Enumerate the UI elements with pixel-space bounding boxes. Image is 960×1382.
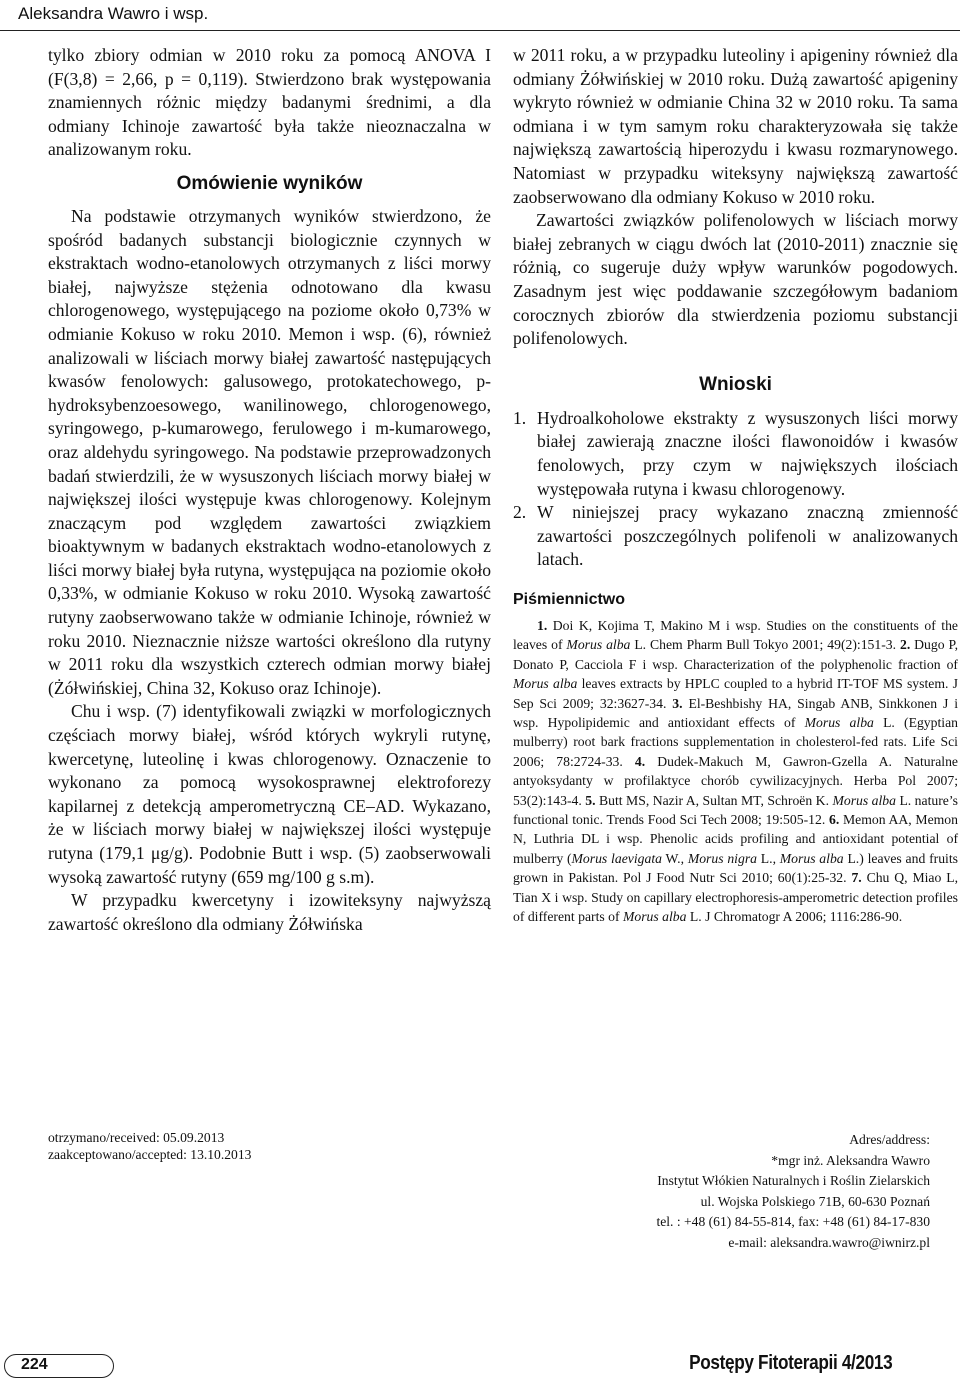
page-number: 224 bbox=[21, 1356, 48, 1373]
reference-text: Chu Q, Miao L, Tian X i wsp. Study on capillary electrophoresis-amperometric detection profiles of different parts of bbox=[513, 870, 958, 924]
conclusions-list bbox=[513, 407, 958, 572]
correspondence-address bbox=[490, 1130, 930, 1254]
reference-text: L. nature’s functional tonic. Trends Food Sci Tech 2008; 19:505-12. bbox=[513, 792, 959, 827]
conclusion-text: W niniejszej pracy wykazano znaczną zmienność zawartości poszczególnych polifenoli w analizowanych latach. bbox=[537, 502, 958, 570]
page-footer bbox=[0, 1354, 960, 1380]
section-title-conclusions: Wnioski bbox=[699, 373, 772, 395]
reference-number: 4. bbox=[634, 753, 646, 769]
discussion-paragraph: w 2011 roku, a w przypadku luteoliny i apigeniny również dla odmiany Żółwińskiej w 2010 roku. Dużą zawartość apigeniny wykryto również w odmianie China 32 w 2010 roku. Ta sama odmiana i w tym samym roku charakteryzowała się także największą zawartością hiperozydu i kwasu rozmarynowego. Natomiast w przypadku witeksyny największą zawartość zaobserwowano dla odmiany Kokuso w 2010 roku. bbox=[513, 45, 958, 207]
reference-text: El-Beshbishy HA, Singab ANB, Sinkkonen J i wsp. Hypolipidemic and antioxidant effects of bbox=[513, 695, 959, 730]
references-list bbox=[513, 616, 958, 927]
discussion-paragraph: Na podstawie otrzymanych wyników stwierdzono, że spośród badanych substancji biologicznie czynnych w ekstraktach wodno-etanolowych otrzymanych z liści morwy białej, najwyższe stężenia odnotowano dla kwasu chlorogenowego, występującego na poziome około 0,73% w odmianie Kokuso w roku 2010. Memon i wsp. (6), również analizowali w liściach morwy białej zawartość następujących kwasów fenolowych: galusowego, protokatechowego, p-hydroksybenzoesowego, wanilinowego, chlorogenowego, syringowego, p-kumarowego, ferulowego i m-kumarowego, oraz aldehydu syringowego. Na podstawie przeprowadzonych badań stwierdzili, że w wysuszonych liściach morwy białej w największej ilości występuje kwas chlorogenowy. Kolejnym znaczącym pod względem zawartości związkiem bioaktywnym w badanych ekstraktach wodno-etanolowych z liści morwy białej była rutyna, występująca na poziomie około 0,33%, w odmianie Kokuso w roku 2010. Wysoką zawartość rutyny zaobserwowano także w odmianie Ichinoje, również w roku 2010. Nieznacznie niższe wartości określono dla rutyny w 2011 roku dla wszystkich czterech odmian morwy białej (Żółwińskiej, China 32, Kokuso oraz Ichinoje). bbox=[48, 205, 491, 698]
reference-text: Dudek-Makuch M, Gawron-Gzella A. Naturalne antyoksydanty w profilaktyce chorób cywilizacyjnych. Herba Pol 2007; 53(2):143-4. bbox=[513, 753, 959, 808]
address-label: Adres/address: bbox=[849, 1132, 930, 1147]
reference-number: 3. bbox=[672, 695, 683, 711]
reference-number: 5. bbox=[585, 792, 596, 808]
received-dates bbox=[48, 1130, 251, 1163]
species-name: Morus alba bbox=[804, 714, 874, 730]
right-column bbox=[513, 44, 958, 926]
header-rule bbox=[0, 30, 960, 31]
reference-text: L. Chem Pharm Bull Tokyo 2001; 49(2):151-3. bbox=[630, 637, 900, 653]
discussion-paragraph: W przypadku kwercetyny i izowiteksyny najwyższą zawartość określono dla odmiany Żółwińska bbox=[48, 890, 491, 934]
conclusion-number: 1. bbox=[513, 407, 527, 428]
discussion-paragraph: Zawartości związków polifenolowych w liściach morwy białej zebranych w ciągu dwóch lat (2010-2011) znacznie się różnią, co sugeruje duży wpływ warunków pogodowych. Zasadnym jest więc poddawanie szczegółowym badaniom corocznych zbiorów dla stwierdzenia poziomu substancji polifenolowych. bbox=[513, 210, 958, 349]
reference-text: W., bbox=[661, 850, 688, 866]
accepted-date: zaakceptowano/accepted: 13.10.2013 bbox=[48, 1146, 252, 1162]
address-email[interactable]: e-mail: aleksandra.wawro@iwnirz.pl bbox=[728, 1234, 930, 1250]
reference-text: leaves extracts by HPLC coupled to a hybrid IT-TOF MS system. J Sep Sci 2009; 32:3627-34. bbox=[513, 676, 959, 711]
address-street: ul. Wojska Polskiego 71B, 60-630 Poznań bbox=[700, 1193, 930, 1209]
address-phone: tel. : +48 (61) 84-55-814, fax: +48 (61) 84-17-830 bbox=[656, 1214, 930, 1230]
address-name: *mgr inż. Aleksandra Wawro bbox=[771, 1152, 930, 1168]
conclusion-text: Hydroalkoholowe ekstrakty z wysuszonych liści morwy białej zawierają znaczne ilości flawonoidów i kwasów fenolowych, przy czym w największych ilościach występowała rutyna i kwasu chlorogenowy. bbox=[537, 407, 958, 499]
reference-text: L. J Chromatogr A 2006; 1116:286-90. bbox=[686, 908, 903, 924]
reference-text: Doi K, Kojima T, Makino M i wsp. Studies on the constituents of the leaves of bbox=[513, 617, 959, 653]
reference-number: 2. bbox=[899, 637, 911, 653]
species-name: Morus alba bbox=[566, 637, 631, 653]
page-number-badge bbox=[4, 1354, 114, 1378]
left-column bbox=[48, 44, 491, 936]
references-title: Piśmiennictwo bbox=[513, 590, 626, 608]
running-header-author: Aleksandra Wawro i wsp. bbox=[18, 4, 209, 23]
section-title-discussion: Omówienie wyników bbox=[176, 172, 363, 194]
conclusion-item bbox=[513, 501, 958, 572]
reference-item bbox=[513, 618, 958, 652]
reference-number: 6. bbox=[828, 811, 840, 827]
reference-number: 1. bbox=[537, 617, 548, 633]
reference-text: L.) leaves and fruits grown in Pakistan. Pol J Food Nutr Sci 2010; 60(1):25-32. bbox=[513, 850, 958, 886]
received-date: otrzymano/received: 05.09.2013 bbox=[48, 1130, 225, 1145]
reference-text: Butt MS, Nazir A, Sultan MT, Schroën K. bbox=[599, 792, 833, 808]
address-institution: Instytut Włókien Naturalnych i Roślin Zielarskich bbox=[657, 1173, 930, 1189]
species-name: Morus alba bbox=[622, 908, 687, 924]
conclusion-number: 2. bbox=[513, 502, 527, 523]
species-name: Morus laevigata bbox=[571, 850, 662, 866]
journal-name: Postępy Fitoterapii 4/2013 bbox=[688, 1352, 892, 1374]
species-name: Morus alba bbox=[779, 850, 844, 866]
species-name: Morus alba bbox=[513, 676, 578, 692]
reference-text: L., bbox=[757, 850, 780, 866]
species-name: Morus alba bbox=[832, 792, 896, 808]
reference-text: L. (Egyptian mulberry) root bark fractions supplementation in cholesterol-fed rats. Life Sci 2006; 78:2724-33. bbox=[513, 714, 959, 769]
conclusion-item bbox=[513, 407, 958, 501]
reference-text: Memon AA, Memon N, Luthria DL i wsp. Phenolic acids profiling and antioxidant potential of mulberry ( bbox=[513, 811, 958, 866]
intro-paragraph: tylko zbiory odmian w 2010 roku za pomocą ANOVA I (F(3,8) = 2,66, p = 0,119). Stwierdzono brak występowania znamiennych różnic między badanymi średnimi, a dla odmiany Ichinoje zawartość była także nieoznaczalna w analizowanym roku. bbox=[48, 45, 491, 160]
discussion-paragraph: Chu i wsp. (7) identyfikowali związki w morfologicznych częściach morwy białej, wśród których wykryli rutynę, kwercetynę, luteolinę i kwas chlorogenowy. Oznaczenie to wykonano za pomocą wysokosprawnej elektroforezy kapilarnej z detekcją amperometryczną CE–AD. Wykazano, że w liściach morwy białej w największej ilości występuje rutyna (179,1 μg/g). Podobnie Butt i wsp. (5) zaobserwowali wysoką zawartość rutyny (659 mg/100 g s.m). bbox=[48, 701, 491, 887]
species-name: Morus nigra bbox=[687, 850, 757, 866]
reference-text: Dugo P, Donato P, Cacciola F i wsp. Characterization of the polyphenolic fraction of bbox=[513, 637, 959, 672]
reference-number: 7. bbox=[851, 870, 862, 886]
